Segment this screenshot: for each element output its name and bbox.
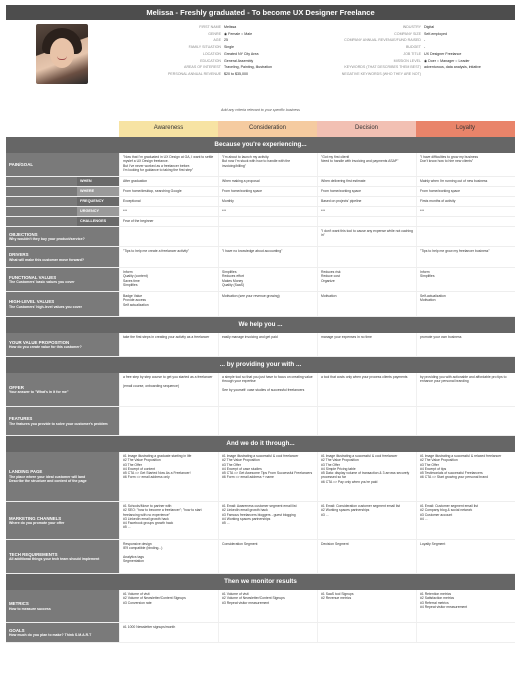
cell: "I'm about to launch my activity. But now I'm stuck with how to handle with the invoicing/billing" [218,153,317,176]
cell: Responsive design IE9 compatible (binding...) Analytics tags Segmentation [119,540,218,573]
row-cells [119,623,515,642]
cell: a simple tool so that you just have to focus on creating value through your expertise See by yourself: case studies of successful freelancers [218,373,317,406]
field-label: FIRST NAME [199,25,221,30]
row-label [6,452,119,501]
row-title: OFFER [9,384,24,390]
row-title: MARKETING CHANNELS [9,515,62,521]
row-title: LANDING PAGE [9,469,43,475]
field-value: Digital [424,25,434,30]
cell: Loyalty Segment [416,540,515,573]
your-value-proposition-row [6,333,515,357]
row-title: YOUR VALUE PROPOSITION [9,339,70,345]
cell: When making a proposal [218,177,317,186]
cell: manage your expenses in no time [317,333,416,356]
cell [218,407,317,435]
persona-card [6,20,515,121]
field-value: adventurous, data analysis, intiative [424,65,481,70]
cell: Self-actualization Motivation [416,292,515,316]
row-label-spacer [6,177,77,186]
row-subtitle: The features you provide to solve your customer's problem [9,421,108,426]
offer-row [6,373,515,407]
row-subtitle: The Customers' high-level values you cover [9,304,82,309]
row-sublabel: CHALLENGES [77,217,119,226]
row-label-spacer [6,197,77,206]
phase-loyalty: Loyalty [416,121,515,137]
phase-header [119,121,515,137]
cell: "I have no knowledge about accounting" [218,247,317,267]
cell: #1 Retention metrics #2 Satisfaction metrics #3 Referral metrics #4 Repeat visitor measurement [416,590,515,622]
row-cells [119,177,515,186]
row-subtitle: What will make this customer move forward? [9,257,85,262]
field-label: JOB TITLE [403,51,421,56]
persona-left-fields [94,24,272,78]
pain-details [6,177,515,227]
pain-when-row [6,177,515,187]
row-label [6,540,119,573]
cell: #1 Email: Customer segment email list #2 Company blog & social network #3 Customer account #4 ... [416,502,515,539]
row-subtitle: How to measure success [9,606,51,611]
field-label: MISSION LEVEL [393,58,421,63]
row-label [6,373,119,406]
persona-photo [36,24,88,84]
cell: From home/working space [416,187,515,196]
cell: "I have difficulties to grow my business Don't know how to hire new clients" [416,153,515,176]
metrics-row [6,590,515,623]
row-title: METRICS [9,601,29,607]
field-value: Melissa [224,25,237,30]
persona-field [94,31,272,38]
cell: #1 SaaS tool Signups #2 Revenue metrics [317,590,416,622]
row-cells [119,207,515,216]
persona-right-fields [306,24,481,78]
drivers-row [6,247,515,268]
row-cells [119,502,515,539]
cell: #1 Schools/Move to partner with #2 SEO: "how to become a freelancer"; "how to start freelancing with no experience" #3 LinkedIn email growth hack #4 Facebook groups growth hack #5 ... [119,502,218,539]
cell: *** [119,207,218,216]
cell [218,217,317,226]
field-value: - [424,38,426,43]
cell [317,407,416,435]
field-value: UX Designer Freelance [424,51,462,56]
persona-field [94,44,272,51]
row-sublabel: WHEN [77,177,119,186]
cell: #1 Image illustrating a successful & cool freelancer #2 The Value Proposition #3 The Offer #4 Excerpt of case studies #5 CTA => Get Awesome Tips From Successful Freelancers #6 Form => email address + name [218,452,317,501]
row-cells [119,333,515,356]
persona-field [306,51,481,58]
row-title: OBJECTIONS [9,231,38,237]
field-value: 25 [224,38,228,43]
pain-where-row [6,187,515,197]
cell: #1 Image illustrating a successful & cool freelancer #2 The Value Proposition #3 The Offer #4 Simple Pricing table #5 Data: display volume of transaction & 3 arrows securely processed so far #6 CTA => Pay only when you're paid [317,452,416,501]
field-value: Traveling, Painting, Illustration [224,65,273,70]
field-label: COMPANY SIZE [394,31,421,36]
cell: #1 Volume of visit #2 Volume of Newsletter/Content Signups #3 Conversion rate [119,590,218,622]
cell: Simplifies Reduces effort Makes Money Quality (SaaS) [218,268,317,291]
row-label [6,292,119,316]
row-cells [119,373,515,406]
cell [416,623,515,642]
phase-consideration: Consideration [218,121,317,137]
cell [416,227,515,246]
cell: "I don't want this tool to cause any expense while not caching in" [317,227,416,246]
row-title: DRIVERS [9,252,29,258]
cell: #1 Image illustrating a successful & relaxed freelancer #2 The Value Proposition #3 The Offer #4 Excerpt of tips #5 Testimonials of successful Freelancers #6 CTA => Start growing your personal brand [416,452,515,501]
persona-field [306,37,481,44]
persona-field [94,24,272,31]
row-sublabel: WHERE [77,187,119,196]
field-label: FAMILY SITUATION [188,45,221,50]
objections-row [6,227,515,247]
field-label: AGE [213,38,221,43]
persona-field [94,57,272,64]
field-label: NEGATIVE KEYWORDS (WHO THEY ARE NOT) [341,71,421,76]
field-value: Self-employed [424,31,447,36]
landing-page-row [6,452,515,502]
row-subtitle: The place where your ideal customer will land Describe the structure and content of the page [9,474,87,484]
row-label [6,502,119,539]
cell: Consideration Segment [218,540,317,573]
persona-field [94,71,272,78]
field-value: ◉ Doer ○ Manager ○ Leader [424,58,470,63]
persona-field [306,24,481,31]
high-level-values-row [6,292,515,317]
persona-field [94,51,272,58]
field-label: AREAS OF INTEREST [184,65,221,70]
persona-field [94,64,272,71]
row-subtitle: The Customers' basic values you cover [9,280,75,285]
field-label: BUDGET [406,45,421,50]
cell: *** [416,207,515,216]
cell [119,227,218,246]
field-label: KEYWORDS (THAT DESCRIBES THEM BEST) [344,65,421,70]
cell: #1 Email: Consideration customer segment email list #2 Working spaces partnerships #3 ... [317,502,416,539]
phase-awareness: Awareness [119,121,218,137]
cell: Motivation [317,292,416,316]
row-cells [119,540,515,573]
pain-challenges-row [6,217,515,227]
cell: "Now that I'm graduated in UX Design at GA, I want to settle myslef a UX Design freelance. But I've never worked as a freelancer before. I'm looking for guidance to taking the first step" [119,153,218,176]
row-label [6,247,119,267]
row-label-spacer [6,207,77,216]
pain-urgency-row [6,207,515,217]
phase-decision: Decision [317,121,416,137]
row-cells [119,268,515,291]
cell: Fear of the beginner [119,217,218,226]
field-value: Single [224,45,234,50]
row-label [6,407,119,435]
cell: "Tips to help me grow my freelancer business" [416,247,515,267]
cell: Exceptional [119,197,218,206]
section-header: Because you're experiencing... [6,137,515,153]
cell: From home/working space [317,187,416,196]
cell: Motivation (see your revenue growing) [218,292,317,316]
cell: After graduation [119,177,218,186]
row-label [6,227,119,246]
row-subtitle: How much do you plan to make? Think S.M.A.R.T [9,633,92,638]
row-label [6,268,119,291]
row-cells [119,217,515,226]
row-label [6,590,119,622]
cell: a free step by step course to get you started as a freelancer (email course, onboarding sequence) [119,373,218,406]
goals-row [6,623,515,643]
row-cells [119,452,515,501]
field-label: EDUCATION [200,58,221,63]
cell: From home/working space [218,187,317,196]
persona-field [306,57,481,64]
field-value: ◉ Female ○ Male [224,31,253,36]
row-title: TECH REQUIREMENTS [9,551,58,557]
row-title: FUNCTIONAL VALUES [9,274,57,280]
persona-field [306,31,481,38]
cell [317,247,416,267]
marketing-channels-row [6,502,515,540]
row-title: FEATURES [9,416,33,422]
field-label: GENRE [208,31,221,36]
row-cells [119,187,515,196]
row-cells [119,590,515,622]
row-cells [119,247,515,267]
row-label: PAIN/GOAL [6,153,119,176]
cell: #1 1000 Newsletter signups/month [119,623,218,642]
field-value: Greated NY City Area [224,51,259,56]
field-label: PERSONAL ANNUAL REVENUE [167,71,221,76]
row-label [6,623,119,642]
cell [416,407,515,435]
cell: promote your own business [416,333,515,356]
cell: Firsts months of activity [416,197,515,206]
cell [317,217,416,226]
cell: take the first steps in creating your activity as a freelancer [119,333,218,356]
row-title: GOALS [9,627,25,633]
row-subtitle: Your answer to "What's in it for me" [9,390,69,395]
section-header: ... by providing your with ... [6,357,515,373]
row-label-spacer [6,217,77,226]
persona-field [94,37,272,44]
cell: From home/desktop, searching Google [119,187,218,196]
field-value: - [424,45,426,50]
cell [218,227,317,246]
cell: Inform Simplifies [416,268,515,291]
cell: easily manage invoicing and get paid [218,333,317,356]
criteria-note: Add any criteria relevant to your specific business [221,108,300,112]
tech-requirements-row [6,540,515,574]
cell: "Tips to help me create a freelancer activity" [119,247,218,267]
cell: a tool that costs only when your process clients payments [317,373,416,406]
persona-field [306,71,481,78]
functional-values-row [6,268,515,292]
cell: When delivering first estimate [317,177,416,186]
section-header: Then we monitor results [6,574,515,590]
persona-field [306,64,481,71]
cell [416,217,515,226]
cell: *** [317,207,416,216]
row-cells [119,292,515,316]
pain-frequency-row [6,197,515,207]
cell: Decision Segment [317,540,416,573]
row-subtitle: All additional things your tech team should implement [9,557,100,562]
pain-goal-row [6,153,515,177]
section-header: We help you ... [6,317,515,333]
cell: *** [218,207,317,216]
features-row [6,407,515,436]
cell [317,623,416,642]
cell: #1 Volume of visit #2 Volume of Newsletter/Content Signups #3 Repeat visitor measurement [218,590,317,622]
cell: Reduces risk Reduce cost Organize [317,268,416,291]
page-title: Melissa - Freshly graduated - To become UX Designer Freelance [6,5,515,20]
cell: Inform Quality (content) Saves time Simplifies [119,268,218,291]
cell: #1 Email: Awareness customer segment email list #2 LinkedIn email growth hack #3 Famous freelancers bloggers - guest blogging #4 Working spaces partnerships #5 ... [218,502,317,539]
field-value: General Assembly [224,58,254,63]
cell: Based on projects' pipeline [317,197,416,206]
cell [119,407,218,435]
cell: Mainly when I'm running out of new business [416,177,515,186]
row-subtitle: Why wouldn't they buy your product/service? [9,237,85,242]
cell: Badge Value Provide access Self actualization [119,292,218,316]
persona-field [306,44,481,51]
row-cells [119,197,515,206]
cell [218,623,317,642]
section-header: And we do it through... [6,436,515,452]
row-label-spacer [6,187,77,196]
field-label: COMPANY ANNUAL REVENUE/FUND RAISED [344,38,421,43]
cell: #1 Image illustrating a graduate starting in life #2 The Value Proposition #3 The Offer #4 Excerpt of content #5 CTA => Get Started Now As a Freelancer! #6 Form => email address only [119,452,218,501]
row-subtitle: Where do you promote your offer [9,521,65,526]
cell: Monthly [218,197,317,206]
row-cells [119,227,515,246]
cell: by providing you with actionable and affordable pro tips to enhance your personal branding [416,373,515,406]
field-label: LOCATION [202,51,221,56]
cell: "Got my first client! Need to handle with invoicing and payments ASAP" [317,153,416,176]
row-title: HIGH-LEVEL VALUES [9,299,55,305]
row-label [6,333,119,356]
row-cells [119,407,515,435]
row-subtitle: How do you create value for this customer? [9,345,82,350]
row-sublabel: URGENCY [77,207,119,216]
row-sublabel: FREQUENCY [77,197,119,206]
field-label: INDUSTRY [402,25,421,30]
field-value: $20 to $35,000 [224,71,248,76]
